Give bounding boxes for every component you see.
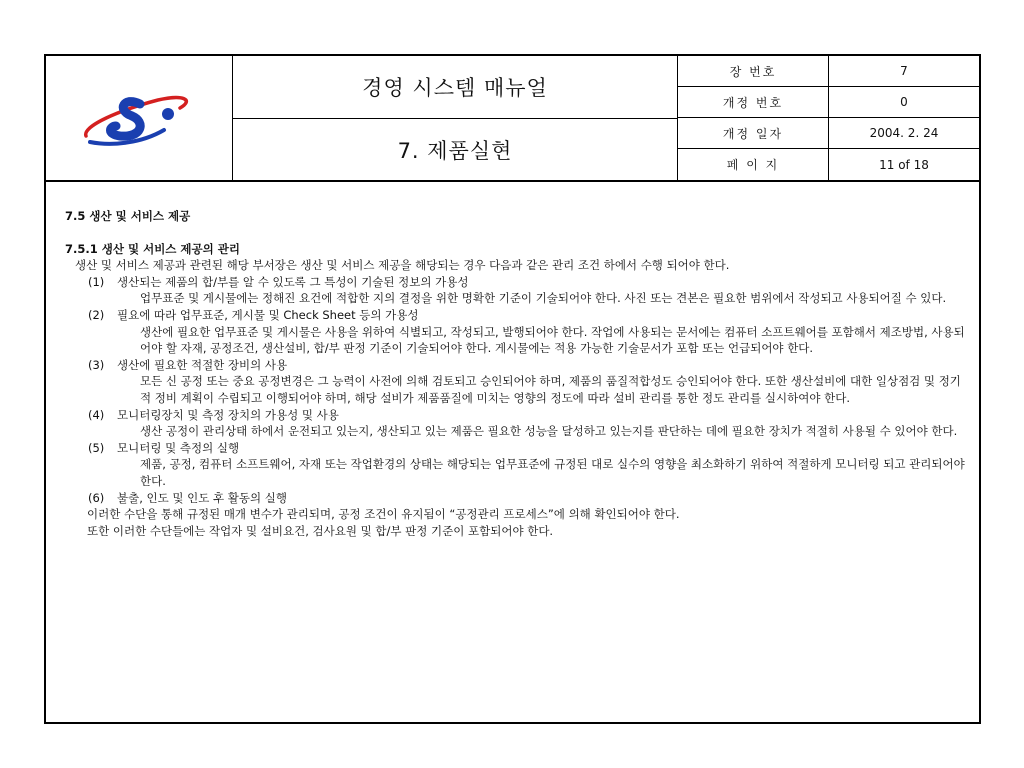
item-number: (2) (88, 307, 105, 322)
company-logo (46, 56, 233, 180)
item-number: (3) (88, 357, 105, 372)
item-title: 불출, 인도 및 인도 후 활동의 실행 (117, 490, 288, 505)
item-title: 생산에 필요한 적절한 장비의 사용 (117, 357, 288, 372)
meta-value: 11 of 18 (879, 157, 929, 172)
meta-label: 개정 일자 (678, 118, 829, 148)
chapter-title: 7. 제품실현 (233, 119, 678, 180)
meta-row-revision (678, 87, 979, 118)
meta-value: 0 (900, 95, 908, 109)
item-number: (4) (88, 407, 105, 422)
list-item (65, 407, 970, 424)
list-item (65, 490, 970, 507)
item-body: 업무표준 및 게시물에는 정해진 요건에 적합한 지의 결정을 위한 명확한 기준이 기술되어야 한다. 사진 또는 견본은 필요한 범위에서 작성되고 사용되어질 수 있다. (140, 291, 947, 306)
item-title: 생산되는 제품의 합/부를 알 수 있도록 그 특성이 기술된 정보의 가용성 (117, 274, 469, 289)
item-body: 제품, 공정, 컴퓨터 소프트웨어, 자재 또는 작업환경의 상태는 해당되는 업무표준에 규정된 대로 실수의 영향을 최소화하기 위하여 적절하게 모니터링 되고 관리되어야 한다. (140, 457, 965, 488)
meta-label: 페 이 지 (678, 149, 829, 180)
item-title: 필요에 따라 업무표준, 게시물 및 Check Sheet 등의 가용성 (117, 307, 419, 322)
closing-paragraph: 이러한 수단을 통해 규정된 매개 변수가 관리되며, 공정 조건이 유지됨이 “공정관리 프로세스”에 의해 확인되어야 한다. (87, 507, 680, 522)
item-body: 생산 공정이 관리상태 하에서 운전되고 있는지, 생산되고 있는 제품은 필요한 성능을 달성하고 있는지를 판단하는 데에 필요한 장치가 적절히 사용될 수 있어야 한다. (140, 424, 958, 439)
meta-row-chapter (678, 56, 979, 87)
logo-icon (80, 86, 200, 156)
item-number: (1) (88, 274, 105, 289)
document-body (65, 208, 970, 539)
list-item (65, 440, 970, 457)
item-title: 모니터링장치 및 측정 장치의 가용성 및 사용 (117, 407, 339, 422)
meta-label: 개정 번호 (678, 87, 829, 117)
meta-value: 7 (900, 64, 908, 78)
intro-paragraph: 생산 및 서비스 제공과 관련된 해당 부서장은 생산 및 서비스 제공을 해당되는 경우 다음과 같은 관리 조건 하에서 수행 되어야 한다. (75, 258, 730, 273)
document-meta-table (678, 56, 979, 180)
meta-label: 장 번호 (678, 56, 829, 86)
closing-paragraph: 또한 이러한 수단들에는 작업자 및 설비요건, 검사요원 및 합/부 판정 기준이 포함되어야 한다. (87, 523, 554, 538)
item-body: 모든 신 공정 또는 중요 공정변경은 그 능력이 사전에 의해 검토되고 승인되어야 하며, 제품의 품질적합성도 승인되어야 한다. 또한 생산설비에 대한 일상점검 및 정기적 정비 계획이 수립되고 이행되어야 하며, 해당 설비가 제품품질에 미치는 영향의 정도에 따라 설비 관리를 통한 정도 관리를 실시하여야 한다. (140, 374, 961, 405)
item-title: 모니터링 및 측정의 실행 (117, 440, 240, 455)
list-item (65, 274, 970, 291)
item-number: (6) (88, 490, 105, 505)
item-number: (5) (88, 440, 105, 455)
list-item (65, 307, 970, 324)
document-header (46, 56, 979, 182)
manual-title: 경영 시스템 매뉴얼 (233, 56, 678, 119)
section-title: 7.5 생산 및 서비스 제공 (65, 209, 191, 223)
meta-value: 2004. 2. 24 (869, 126, 939, 140)
list-item (65, 357, 970, 374)
item-body: 생산에 필요한 업무표준 및 게시물은 사용을 위하여 식별되고, 작성되고, 발행되어야 한다. 작업에 사용되는 문서에는 컴퓨터 소프트웨어를 포함해서 제조방법, 사용되어야 할 자재, 공정조건, 생산설비, 합/부 판정 기준이 기술되어야 한다. 게시물에는 적용 가능한 기술문서가 포함 또는 언급되어야 한다. (140, 324, 965, 356)
subsection-title: 7.5.1 생산 및 서비스 제공의 관리 (65, 241, 240, 256)
page-frame (44, 54, 981, 724)
meta-row-date (678, 118, 979, 149)
meta-row-page (678, 149, 979, 180)
